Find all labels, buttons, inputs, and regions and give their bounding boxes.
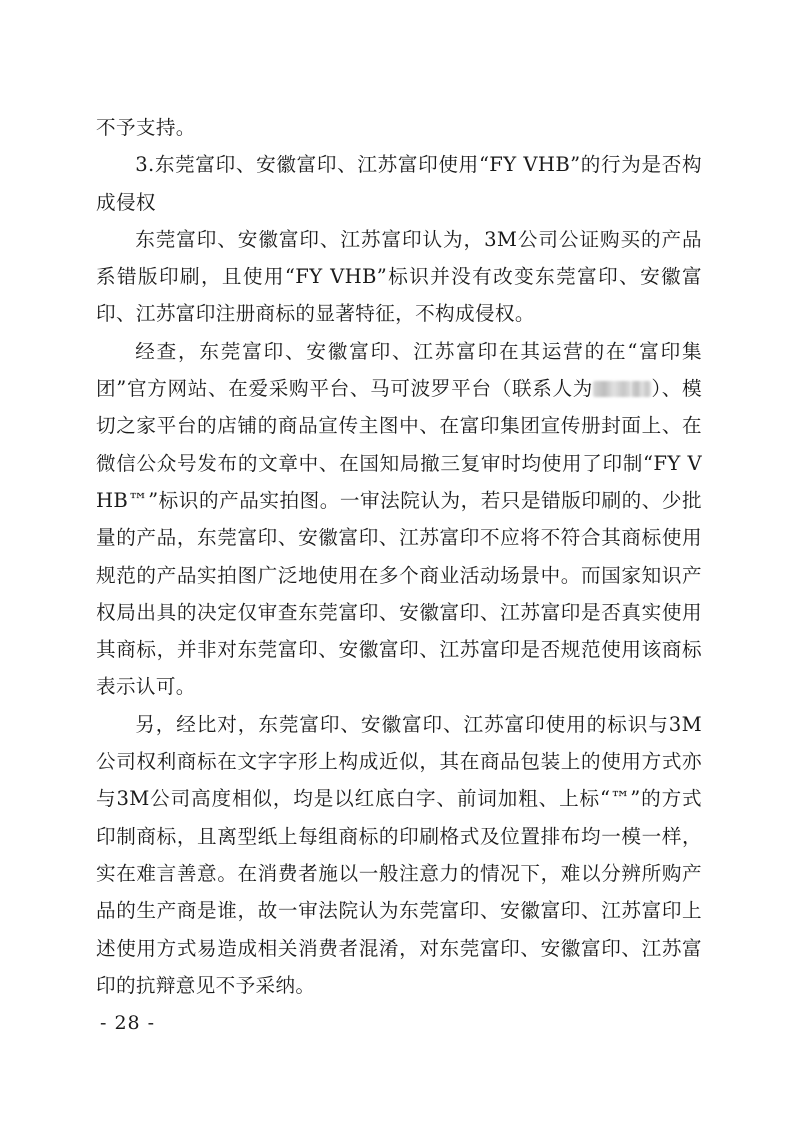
paragraph-comparison: 另，经比对，东莞富印、安徽富印、江苏富印使用的标识与3M公司权利商标在文字字形上构成近似，其在商品包装上的使用方式亦与3M公司高度相似，均是以红底白字、前词加粗、上标“™”的方式印制商标，且离型纸上每组商标的印刷格式及位置排布均一模一样，实在难言善意。在消费者施以一般注意力的情况下，难以分辨所购产品的生产商是谁，故一审法院认为东莞富印、安徽富印、江苏富印上述使用方式易造成相关消费者混淆，对东莞富印、安徽富印、江苏富印的抗辩意见不予采纳。 xyxy=(96,712,702,997)
paragraph-defendant-argument: 东莞富印、安徽富印、江苏富印认为，3M公司公证购买的产品系错版印刷，且使用“FY VHB”标识并没有改变东莞富印、安徽富印、江苏富印注册商标的显著特征，不构成侵权。 xyxy=(96,227,702,326)
page-number: - 28 - xyxy=(100,1012,156,1034)
paragraph-continuation: 不予支持。 xyxy=(96,116,196,139)
redacted-name xyxy=(593,381,631,397)
section-heading: 3.东莞富印、安徽富印、江苏富印使用“FY VHB”的行为是否构成侵权 xyxy=(96,153,702,214)
paragraph-findings xyxy=(96,333,702,706)
redacted-name-continued xyxy=(631,381,651,397)
findings-text-after-redaction: ）、模切之家平台的店铺的商品宣传主图中、在富印集团宣传册封面上、在微信公众号发布的文章中、在国知局撤三复审时均使用了印制“FY VHB™”标识的产品实拍图。一审法院认为，若只是错版印刷的、少批量的产品，东莞富印、安徽富印、江苏富印不应将不符合其商标使用规范的产品实拍图广泛地使用在多个商业活动场景中。而国家知识产权局出具的决定仅审查东莞富印、安徽富印、江苏富印是否真实使用其商标，并非对东莞富印、安徽富印、江苏富印是否规范使用该商标表示认可。 xyxy=(96,377,702,699)
findings-text-before-redaction: 经查，东莞富印、安徽富印、江苏富印在其运营的在“富印集团”官方网站、在爱采购平台、马可波罗平台（联系人为 xyxy=(96,339,702,401)
document-body xyxy=(96,109,702,1004)
